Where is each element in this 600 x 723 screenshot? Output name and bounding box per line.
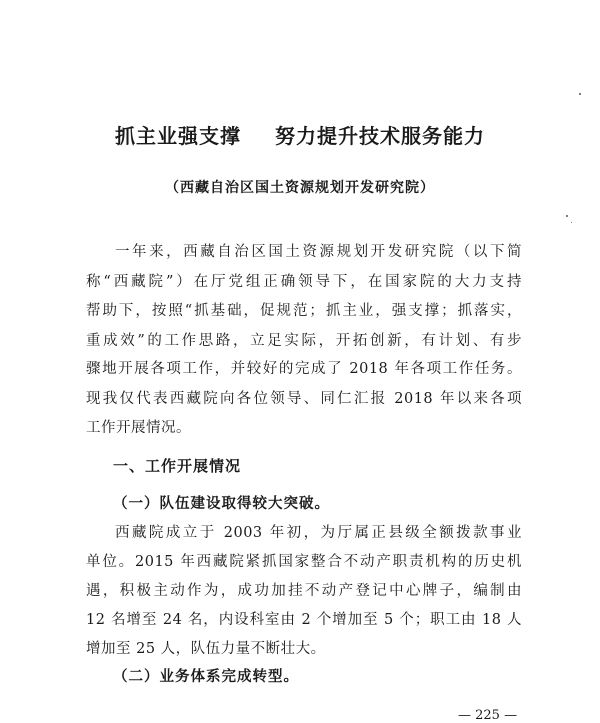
subsection1-line-2: 单位。2015 年西藏院紧抓国家整合不动产职责机构的历史机 bbox=[86, 554, 522, 570]
subsection1-line-5: 增加至 25 人，队伍力量不断壮大。 bbox=[86, 641, 326, 657]
subsection1-line-3: 遇，积极主动作为，成功加挂不动产登记中心牌子，编制由 bbox=[86, 583, 522, 599]
title-part-2: 努力提升技术服务能力 bbox=[275, 124, 485, 148]
scan-speck bbox=[579, 93, 581, 95]
intro-line-2: 称“西藏院”）在厅党组正确领导下，在国家院的大力支持 bbox=[86, 274, 522, 290]
scan-speck bbox=[566, 215, 568, 217]
subsection-heading-2: （二）业务体系完成转型。 bbox=[113, 668, 299, 685]
intro-line-7: 工作开展情况。 bbox=[86, 420, 191, 436]
document-subtitle: （西藏自治区国土资源规划开发研究院） bbox=[165, 180, 435, 196]
subsection1-line-4: 12 名增至 24 名，内设科室由 2 个增加至 5 个；职工由 18 人 bbox=[86, 612, 522, 628]
section-heading-1: 一、工作开展情况 bbox=[113, 457, 242, 475]
intro-line-3: 帮助下，按照“抓基础，促规范；抓主业，强支撑；抓落实， bbox=[86, 303, 522, 319]
subsection-heading-1: （一）队伍建设取得较大突破。 bbox=[113, 495, 330, 512]
intro-line-1: 一年来，西藏自治区国土资源规划开发研究院（以下简 bbox=[115, 244, 522, 260]
page-number: — 225 — bbox=[458, 708, 518, 723]
document-title bbox=[0, 120, 600, 149]
title-part-1: 抓主业强支撑 bbox=[115, 124, 241, 148]
intro-line-4: 重成效”的工作思路，立足实际，开拓创新，有计划、有步 bbox=[86, 333, 522, 349]
intro-line-6: 现我仅代表西藏院向各位领导、同仁汇报 2018 年以来各项 bbox=[86, 391, 522, 407]
scan-speck bbox=[571, 222, 572, 223]
subsection1-line-1: 西藏院成立于 2003 年初，为厅属正县级全额拨款事业 bbox=[115, 525, 522, 541]
intro-line-5: 骤地开展各项工作，并较好的完成了 2018 年各项工作任务。 bbox=[86, 361, 522, 377]
